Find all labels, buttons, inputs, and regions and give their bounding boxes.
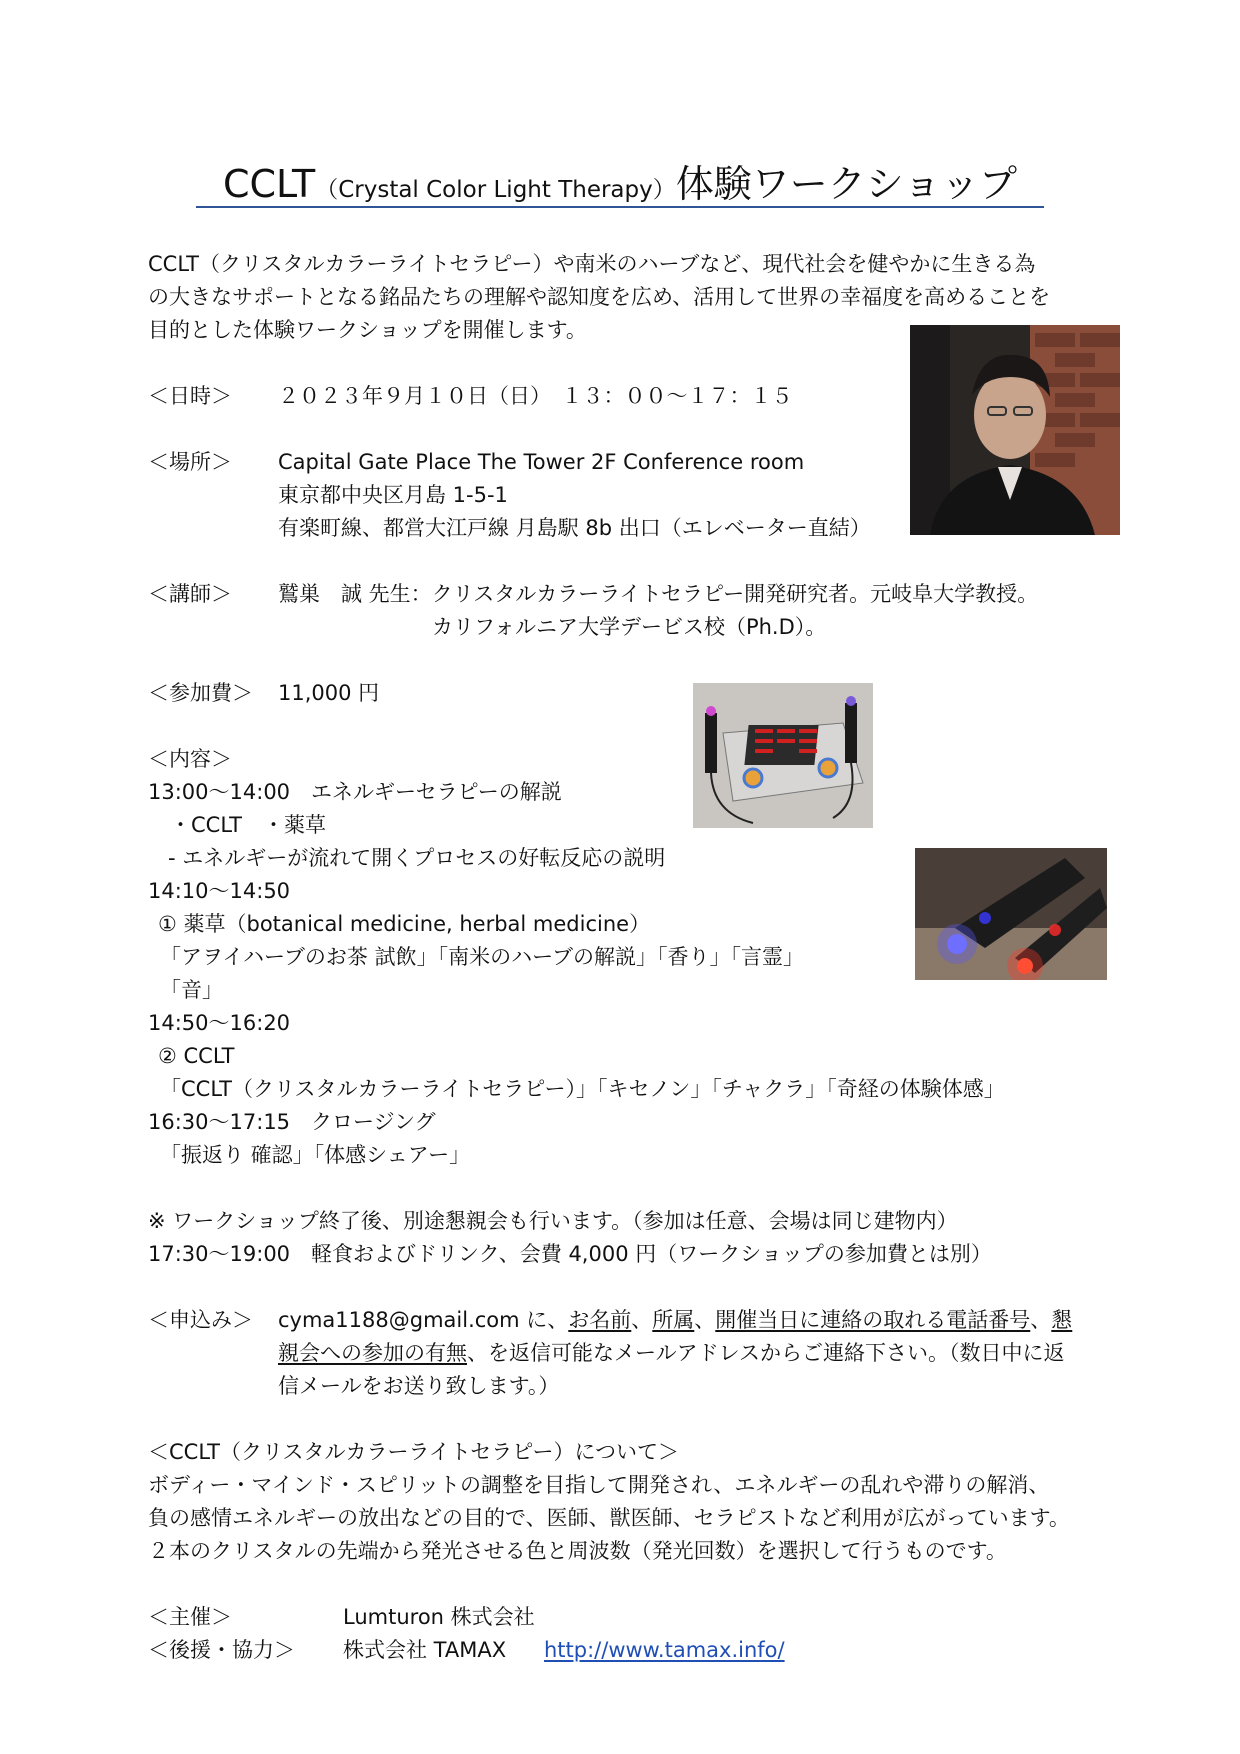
- title-prefix: CCLT: [222, 162, 316, 206]
- about-line: ボディー・マインド・スピリットの調整を目指して開発され、エネルギーの乱れや滞りの解消、: [148, 1473, 1050, 1497]
- place-line-1: Capital Gate Place The Tower 2F Conference room: [278, 450, 805, 474]
- place-line-2: 東京都中央区月島 1-5-1: [278, 483, 508, 507]
- lecturer-line-1: 鷲巣 誠 先生：クリスタルカラーライトセラピー開発研究者。元岐阜大学教授。: [278, 582, 1039, 606]
- apply-item-name: お名前: [568, 1308, 632, 1332]
- content-label: ＜内容＞: [148, 747, 232, 771]
- party-detail: 17:30～19:00 軽食およびドリンク、会費 4,000 円（ワークショップの参加費とは別）: [148, 1242, 992, 1266]
- apply-text: に、: [519, 1308, 569, 1332]
- portrait-image: [910, 325, 1120, 535]
- apply-item-party: 親会への参加の有無: [278, 1341, 467, 1365]
- title-subtitle: （Crystal Color Light Therapy）: [315, 177, 676, 203]
- support-label: ＜後援・協力＞: [148, 1638, 295, 1662]
- apply-item-party: 懇: [1051, 1308, 1073, 1332]
- datetime-label: ＜日時＞: [148, 384, 232, 408]
- fee-label: ＜参加費＞: [148, 681, 253, 705]
- content-line: - エネルギーが流れて開くプロセスの好転反応の説明: [168, 846, 666, 870]
- content-line: 14:50～16:20: [148, 1011, 291, 1035]
- intro-line-2: の大きなサポートとなる銘品たちの理解や認知度を広め、活用して世界の幸福度を高めることを: [148, 285, 1051, 309]
- apply-sep: 、: [694, 1308, 716, 1332]
- apply-sep: 、: [1030, 1308, 1052, 1332]
- apply-line-3: 信メールをお送り致します。）: [278, 1374, 560, 1398]
- apply-email[interactable]: cyma1188@gmail.com: [278, 1308, 520, 1332]
- apply-sep: 、: [631, 1308, 653, 1332]
- content-line: 14:10～14:50: [148, 879, 291, 903]
- organizer-label: ＜主催＞: [148, 1605, 232, 1629]
- device-photo: [693, 683, 873, 828]
- apply-item-phone: 開催当日に連絡の取れる電話番号: [715, 1308, 1031, 1332]
- lecturer-line-2: カリフォルニア大学デービス校（Ph.D）。: [432, 615, 827, 639]
- device-image: [693, 683, 873, 828]
- content-line: 13:00～14:00 エネルギーセラピーの解説: [148, 780, 562, 804]
- crystal-image: [915, 848, 1107, 980]
- crystal-photo: [915, 848, 1107, 980]
- intro-line-1: CCLT（クリスタルカラーライトセラピー）や南米のハーブなど、現代社会を健やかに生きる為: [148, 252, 1036, 276]
- datetime-value: ２０２３年９月１０日（日） １３：００～１７：１５: [278, 384, 793, 408]
- title-suffix: 体験ワークショップ: [675, 162, 1017, 206]
- intro-line-3: 目的とした体験ワークショップを開催します。: [148, 318, 587, 342]
- content-line: 「CCLT（クリスタルカラーライトセラピー）」「キセノン」「チャクラ」「奇経の体験体感」: [160, 1077, 1005, 1101]
- title-underline: [196, 206, 1044, 208]
- apply-label: ＜申込み＞: [148, 1308, 253, 1332]
- about-heading: ＜CCLT（クリスタルカラーライトセラピー）について＞: [148, 1440, 680, 1464]
- apply-line-2: [278, 1337, 1064, 1370]
- content-line: ① 薬草（botanical medicine, herbal medicine）: [158, 912, 651, 936]
- apply-line-1: [278, 1304, 1072, 1337]
- content-line: 「アヲイハーブのお茶 試飲」「南米のハーブの解説」「香り」「言霊」: [160, 945, 805, 969]
- place-label: ＜場所＞: [148, 450, 232, 474]
- party-note: ※ ワークショップ終了後、別途懇親会も行います。（参加は任意、会場は同じ建物内）: [148, 1209, 958, 1233]
- lecturer-photo: [910, 325, 1120, 535]
- place-line-3: 有楽町線、都営大江戸線 月島駅 8b 出口（エレベーター直結）: [278, 516, 871, 540]
- support-link[interactable]: http://www.tamax.info/: [544, 1638, 785, 1662]
- apply-text: 、を返信可能なメールアドレスからご連絡下さい。（数日中に返: [467, 1341, 1065, 1365]
- content-line: ② CCLT: [158, 1044, 235, 1068]
- organizer-value: Lumturon 株式会社: [343, 1605, 535, 1629]
- fee-value: 11,000 円: [278, 681, 380, 705]
- lecturer-label: ＜講師＞: [148, 582, 232, 606]
- content-line: 16:30～17:15 クロージング: [148, 1110, 436, 1134]
- about-line: ２本のクリスタルの先端から発光させる色と周波数（発光回数）を選択して行うものです。: [148, 1539, 1007, 1563]
- content-line: 「音」: [160, 978, 223, 1002]
- support-value: 株式会社 TAMAX: [343, 1638, 507, 1662]
- apply-item-affiliation: 所属: [652, 1308, 695, 1332]
- content-line: 「振返り 確認」「体感シェアー」: [160, 1143, 471, 1167]
- content-line: ・CCLT ・薬草: [170, 813, 326, 837]
- about-line: 負の感情エネルギーの放出などの目的で、医師、獣医師、セラピストなど利用が広がっています。: [148, 1506, 1070, 1530]
